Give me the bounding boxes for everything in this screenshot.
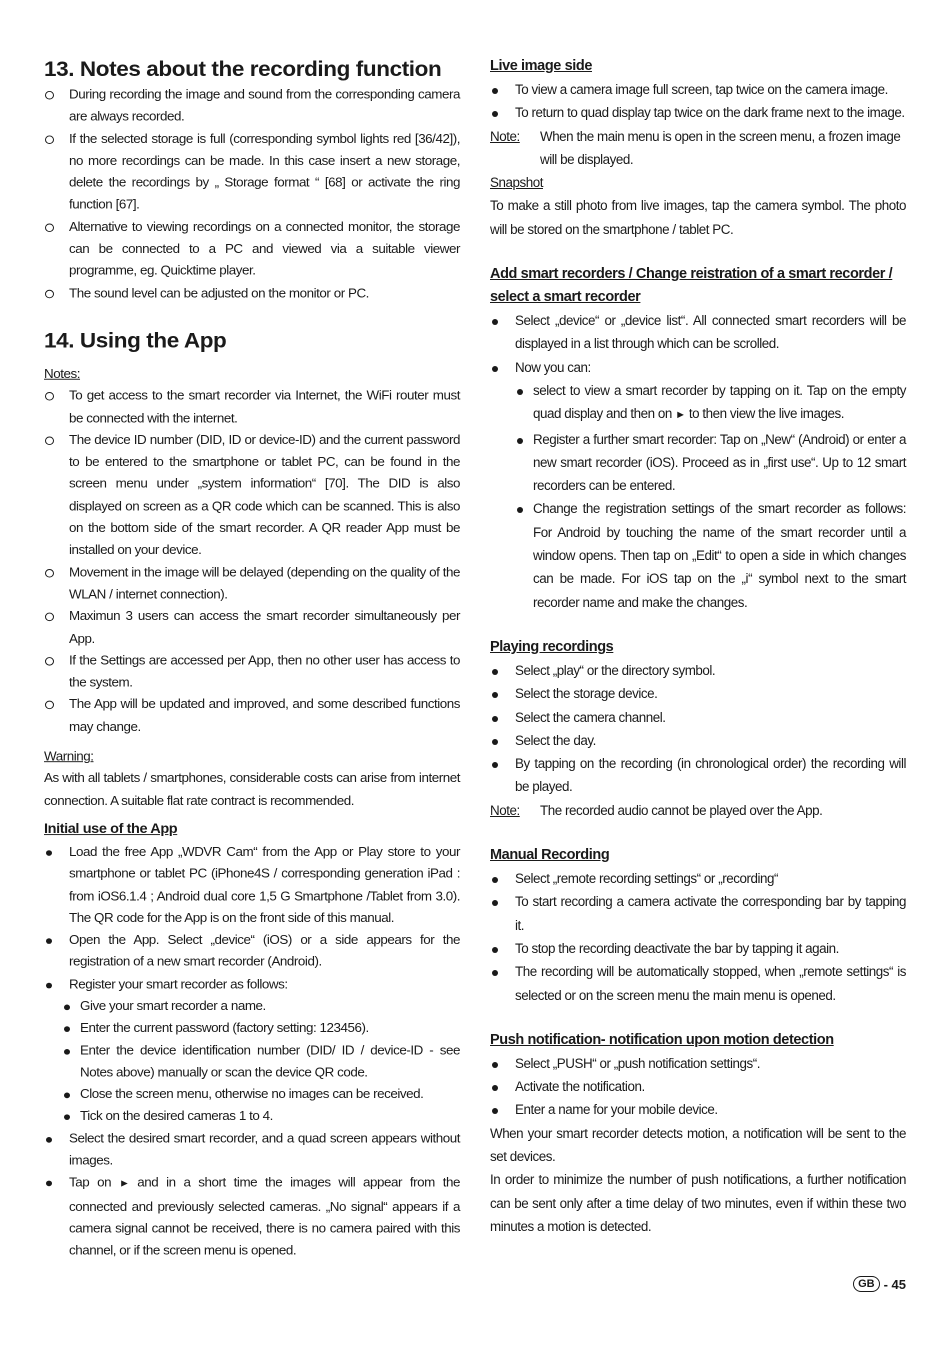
left-column (44, 55, 460, 1262)
play-icon: ► (118, 1178, 130, 1190)
dot-bullet-icon (492, 970, 498, 976)
warning-label: Warning: (44, 748, 94, 764)
dot-bullet-icon (46, 982, 52, 988)
list-item: Select „remote recording settings“ or „recording“ (490, 867, 906, 890)
section-13-list (44, 83, 460, 304)
add-recorders-list (490, 309, 906, 379)
push-notification-list (490, 1052, 906, 1122)
push-notification-title: Push notification- notification upon motion detection (490, 1031, 834, 1048)
ring-bullet-icon (45, 701, 54, 710)
page-number: - 45 (883, 1276, 906, 1292)
dot-bullet-icon (492, 900, 498, 906)
dot-bullet-icon (492, 669, 498, 675)
list-item: If the Settings are accessed per App, then no other user has access to the system. (44, 649, 460, 693)
list-item: If the selected storage is full (corresponding symbol lights red [36/42]), no more recordings can be made. In this case insert a new storage, delete the recordings by „ Storage format “ [68] or activate the ring function [67]. (44, 128, 460, 216)
ring-bullet-icon (45, 223, 54, 232)
ring-bullet-icon (45, 613, 54, 622)
dot-bullet-icon (517, 507, 523, 513)
list-item: Close the screen menu, otherwise no images can be received. (62, 1083, 460, 1105)
list-item: To get access to the smart recorder via Internet, the WiFi router must be connected with the internet. (44, 385, 460, 429)
list-item: The App will be updated and improved, and some described functions may change. (44, 693, 460, 737)
snapshot-label: Snapshot (490, 175, 543, 191)
dot-bullet-icon (517, 389, 523, 395)
list-item: Select the storage device. (490, 682, 906, 705)
dot-bullet-icon (492, 877, 498, 883)
list-item: Now you can: (490, 356, 906, 379)
list-item: Load the free App „WDVR Cam“ from the App or Play store to your smartphone or tablet PC (iPhone4S / corresponding generation iPad : from iOS6.1.4 ; Android dual core 1,5 G Smartphone /Tablet from 3.0). The QR code for the App is on the front side of this manual. (44, 841, 460, 929)
list-item: Select „device“ or „device list“. All connected smart recorders will be displayed in a list through which can be scrolled. (490, 309, 906, 356)
list-item: Movement in the image will be delayed (depending on the quality of the WLAN / internet connection). (44, 561, 460, 605)
warning-text: As with all tablets / smartphones, considerable costs can arise from internet connection. A suitable flat rate contract is recommended. (44, 770, 460, 808)
dot-bullet-icon (492, 716, 498, 722)
dot-bullet-icon (492, 762, 498, 768)
live-image-title: Live image side (490, 58, 592, 74)
list-item: Tick on the desired cameras 1 to 4. (62, 1105, 460, 1127)
list-item: By tapping on the recording (in chronological order) the recording will be played. (490, 752, 906, 799)
dot-bullet-icon (492, 1062, 498, 1068)
dot-bullet-icon (64, 1049, 70, 1055)
list-item: Select „PUSH“ or „push notification settings“. (490, 1052, 906, 1075)
right-column (490, 55, 906, 1238)
list-item: Maximun 3 users can access the smart recorder simultaneously per App. (44, 605, 460, 649)
ring-bullet-icon (45, 392, 54, 401)
initial-use-list-continued (44, 1127, 460, 1261)
notes-label: Notes: (44, 366, 81, 381)
ring-bullet-icon (45, 289, 54, 298)
dot-bullet-icon (64, 1027, 70, 1033)
list-item: To stop the recording deactivate the bar by tapping it again. (490, 937, 906, 960)
list-item: To return to quad display tap twice on the dark frame next to the image. (490, 101, 906, 124)
live-image-list (490, 78, 906, 125)
initial-use-title: Initial use of the App (44, 821, 178, 837)
list-item: The device ID number (DID, ID or device-ID) and the current password to be entered to the smartphone or tablet PC, can be found in the screen menu under „system information“ [70]. The DID is also displayed on screen as a QR code which can be scanned. This is also on the bottom side of the smart recorder. A QR reader App must be installed on your device. (44, 429, 460, 561)
push-text-1: When your smart recorder detects motion, a notification will be sent to the set devices. (490, 1125, 906, 1164)
list-item: Select the camera channel. (490, 706, 906, 729)
note-label: Note: (490, 802, 520, 818)
section-14-title: 14. Using the App (44, 328, 227, 353)
dot-bullet-icon (46, 938, 52, 944)
list-item: Select „play“ or the directory symbol. (490, 659, 906, 682)
ring-bullet-icon (45, 135, 54, 144)
list-item: Select the day. (490, 729, 906, 752)
list-item: The recording will be automatically stopped, when „remote settings“ is selected or on the screen menu the main menu is opened. (490, 960, 906, 1007)
list-item: Enter a name for your mobile device. (490, 1098, 906, 1121)
dot-bullet-icon (517, 438, 523, 444)
register-sub-list (62, 995, 460, 1127)
dot-bullet-icon (492, 1108, 498, 1114)
playing-recordings-list (490, 659, 906, 799)
list-item: Select the desired smart recorder, and a quad screen appears without images. (44, 1127, 460, 1171)
list-item: Alternative to viewing recordings on a connected monitor, the storage can be connected to a PC and viewed via a suitable viewer programme, eg. Quicktime player. (44, 216, 460, 282)
ring-bullet-icon (45, 569, 54, 578)
dot-bullet-icon (64, 1004, 70, 1010)
dot-bullet-icon (492, 319, 498, 325)
list-item: Enter the current password (factory setting: 123456). (62, 1017, 460, 1039)
list-item: Enter the device identification number (DID/ ID / device-ID - see Notes above) manually or scan the device QR code. (62, 1039, 460, 1083)
playing-note (490, 799, 906, 822)
page-footer (853, 1276, 906, 1292)
ring-bullet-icon (45, 91, 54, 100)
manual-recording-list (490, 867, 906, 1007)
dot-bullet-icon (46, 850, 52, 856)
list-item: The sound level can be adjusted on the monitor or PC. (44, 282, 460, 304)
dot-bullet-icon (492, 739, 498, 745)
live-image-note (490, 125, 906, 172)
dot-bullet-icon (492, 111, 498, 117)
add-recorders-title: Add smart recorders / Change reistration of a smart recorder / select a smart recorder (490, 266, 893, 306)
playing-recordings-title: Playing recordings (490, 638, 614, 655)
list-item: To view a camera image full screen, tap twice on the camera image. (490, 78, 906, 101)
ring-bullet-icon (45, 657, 54, 666)
dot-bullet-icon (492, 1085, 498, 1091)
list-item: Register your smart recorder as follows: (44, 973, 460, 995)
dot-bullet-icon (46, 1137, 52, 1143)
note-text: The recorded audio cannot be played over the App. (540, 802, 823, 818)
note-label: Note: (490, 128, 520, 144)
section-13-title: 13. Notes about the recording function (44, 56, 442, 81)
dot-bullet-icon (64, 1115, 70, 1121)
list-item: Give your smart recorder a name. (62, 995, 460, 1017)
notes-list (44, 385, 460, 738)
manual-recording-title: Manual Recording (490, 847, 610, 864)
country-badge: GB (853, 1276, 880, 1292)
list-item: select to view a smart recorder by tapping on it. Tap on the empty quad display and then on ► to then view the live images. (515, 379, 906, 428)
snapshot-text: To make a still photo from live images, tap the camera symbol. The photo will be stored on the smartphone / tablet PC. (490, 198, 906, 237)
list-item: Tap on ► and in a short time the images will appear from the connected and previously selected cameras. „No signal“ appears if a camera signal cannot be received, there is no camera paired with this channel, or if the screen menu is opened. (44, 1171, 460, 1261)
push-text-2: In order to minimize the number of push notifications, a further notification can be sent only after a time delay of two minutes, even if within these two minutes a motion is detected. (490, 1172, 906, 1234)
list-item: To start recording a camera activate the corresponding bar by tapping it. (490, 890, 906, 937)
list-item: During recording the image and sound from the corresponding camera are always recorded. (44, 83, 460, 127)
dot-bullet-icon (492, 692, 498, 698)
now-you-can-sub-list (515, 379, 906, 614)
dot-bullet-icon (46, 1181, 52, 1187)
initial-use-list (44, 841, 460, 995)
dot-bullet-icon (492, 366, 498, 372)
list-item: Activate the notification. (490, 1075, 906, 1098)
list-item: Open the App. Select „device“ (iOS) or a side appears for the registration of a new smart recorder (Android). (44, 929, 460, 973)
dot-bullet-icon (492, 88, 498, 94)
list-item: Register a further smart recorder: Tap on „New“ (Android) or enter a new smart recorder (iOS). Proceed as in „first use“. Up to 12 smart recorders can be entered. (515, 428, 906, 498)
dot-bullet-icon (492, 947, 498, 953)
ring-bullet-icon (45, 436, 54, 445)
play-icon: ► (675, 409, 686, 422)
list-item: Change the registration settings of the smart recorder as follows: For Android by touching the name of the smart recorder until a window opens. Then tap on „Edit“ to open a side in which changes can be made. For iOS tap on the „i“ symbol next to the smart recorder name and make the changes. (515, 497, 906, 613)
note-text: When the main menu is open in the screen menu, a frozen image will be displayed. (540, 128, 901, 167)
dot-bullet-icon (64, 1093, 70, 1099)
